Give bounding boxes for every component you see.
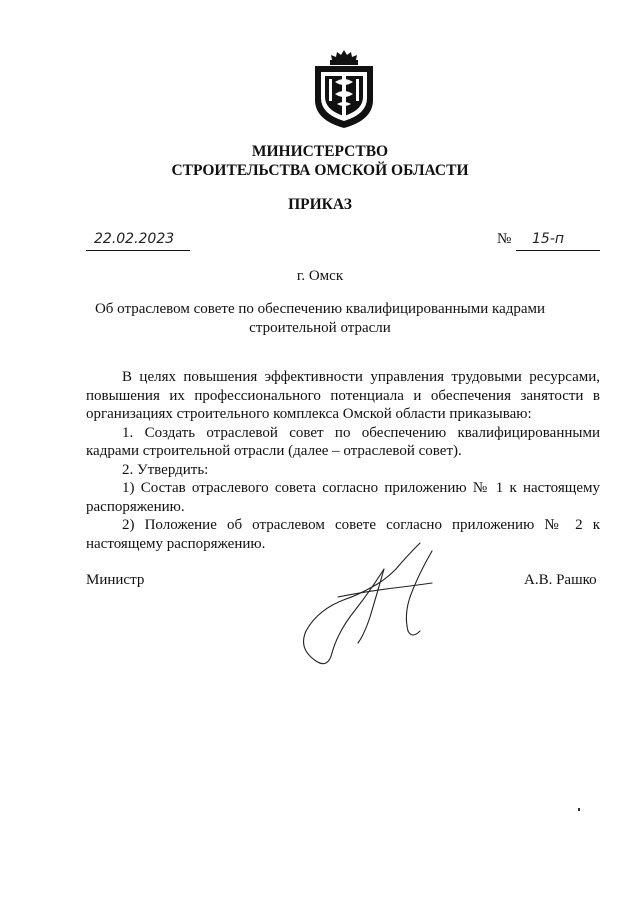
- body-item-1: 1. Создать отраслевой совет по обеспечению квалифицированными кадрами строительной отрасли (далее – отраслевой совет).: [86, 424, 600, 459]
- order-body: [86, 368, 600, 553]
- city: г. Омск: [296, 268, 344, 284]
- document-type-title: ПРИКАЗ: [288, 196, 352, 213]
- body-subitem-1: 1) Состав отраслевого совета согласно приложению № 1 к настоящему распоряжению.: [86, 480, 600, 515]
- order-subject-line1: Об отраслевом совете по обеспечению квалифицированными кадрами: [94, 301, 546, 317]
- order-subject: [0, 300, 640, 338]
- ministry-name-line1: МИНИСТЕРСТВО: [251, 143, 389, 160]
- handwritten-signature: [298, 535, 448, 675]
- signatory-name: А.В. Рашко: [524, 572, 597, 588]
- body-item-2: 2. Утвердить:: [122, 461, 209, 478]
- omsk-coat-of-arms-icon: [313, 48, 375, 130]
- order-date: 22.02.2023: [86, 231, 190, 251]
- order-subject-line2: строительной отрасли: [249, 320, 391, 336]
- scan-artifact: [578, 808, 580, 811]
- order-number: 15-п: [516, 231, 600, 251]
- signatory-position: Министр: [86, 572, 145, 588]
- body-subitem-2: 2) Положение об отраслевом совете согласно приложению № 2 к настоящему распоряжению.: [86, 517, 600, 552]
- order-number-label: №: [497, 231, 512, 247]
- ministry-name-line2: СТРОИТЕЛЬСТВА ОМСКОЙ ОБЛАСТИ: [171, 162, 469, 179]
- body-preamble: В целях повышения эффективности управления трудовыми ресурсами, повышения их профессионального потенциала и обеспечения занятости в организациях строительного комплекса Омской области приказываю:: [86, 369, 600, 422]
